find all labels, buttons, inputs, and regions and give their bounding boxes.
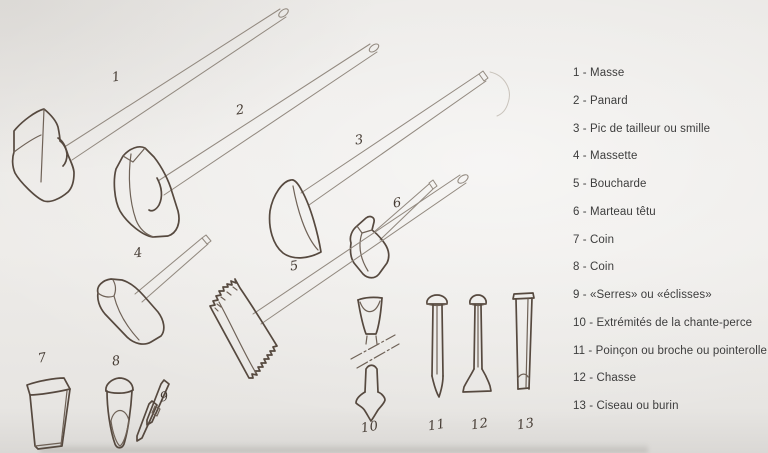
legend-item-3: 3 - Pic de tailleur ou smille: [573, 122, 711, 135]
legend-item-1: 1 - Masse: [573, 67, 625, 79]
sketch-coin-7: [27, 378, 70, 449]
sketch-number-4: 4: [132, 245, 144, 262]
legend-item-13: 13 - Ciseau ou burin: [573, 400, 679, 412]
sketch-number-5: 5: [288, 258, 300, 275]
legend-item-4: 4 - Massette: [573, 150, 638, 163]
sketch-number-6: 6: [391, 195, 403, 212]
sketch-ciseau: [513, 293, 534, 389]
legend-item-5: 5 - Boucharde: [573, 178, 647, 190]
sketch-number-12: 12: [469, 415, 490, 434]
legend: [573, 60, 768, 421]
sketch-massette: [98, 235, 211, 344]
sketch-marteau-tetu: [350, 180, 437, 278]
sketch-number-2: 2: [234, 102, 246, 119]
sketch-number-10: 10: [359, 418, 380, 437]
legend-item-2: 2 - Panard: [573, 94, 628, 107]
sketch-number-11: 11: [426, 416, 447, 435]
sketch-chante-perce: [351, 297, 399, 421]
sketch-masse: [13, 7, 290, 201]
sketch-number-7: 7: [36, 350, 48, 367]
sketch-boucharde: [210, 173, 470, 378]
sketch-number-9: 9: [158, 389, 170, 406]
sketch-number-1: 1: [110, 69, 122, 86]
sketch-number-13: 13: [515, 415, 536, 434]
sketch-number-8: 8: [110, 353, 122, 370]
legend-item-7: 7 - Coin: [573, 233, 615, 246]
sketch-poincon: [427, 295, 447, 397]
sketch-coin-8: [106, 378, 133, 448]
legend-item-12: 12 - Chasse: [573, 372, 637, 385]
sketch-chasse: [463, 295, 491, 392]
legend-item-10: 10 - Extrémités de la chante-perce: [573, 316, 753, 329]
legend-item-8: 8 - Coin: [573, 261, 615, 274]
legend-item-6: 6 - Marteau têtu: [573, 205, 656, 218]
sketch-panard: [114, 42, 380, 237]
legend-item-11: 11 - Poinçon ou broche ou pointerolle: [573, 344, 768, 357]
sketch-pic-de-tailleur: [270, 71, 510, 258]
sketch-number-3: 3: [353, 132, 365, 149]
legend-item-9: 9 - «Serres» ou «éclisses»: [573, 289, 712, 301]
